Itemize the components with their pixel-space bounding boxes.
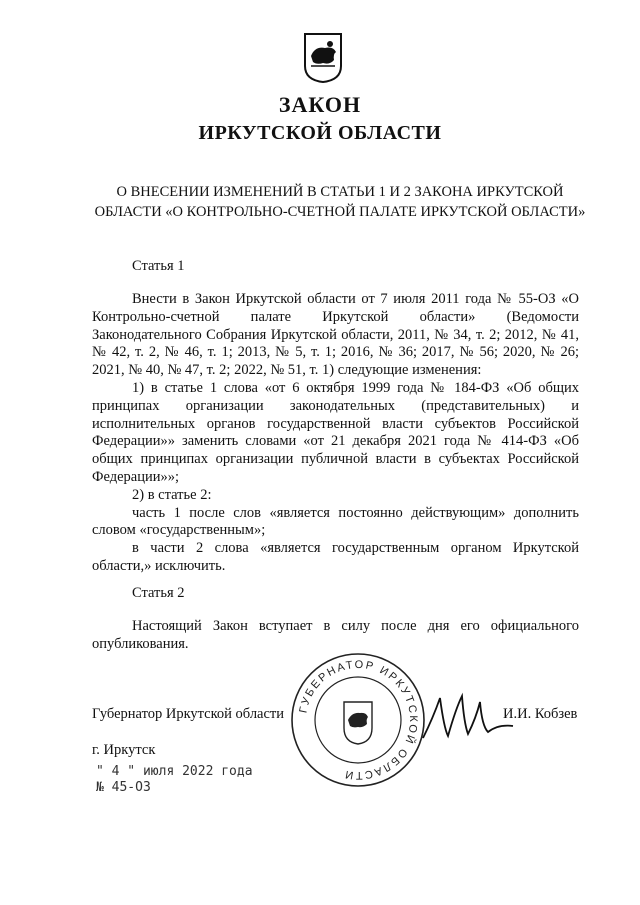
city-label: г. Иркутск [92, 742, 156, 758]
document-subtitle: О ВНЕСЕНИИ ИЗМЕНЕНИЙ В СТАТЬИ 1 И 2 ЗАКОНА ИРКУТСКОЙ ОБЛАСТИ «О КОНТРОЛЬНО-СЧЕТНОЙ ПАЛАТЕ ИРКУТСКОЙ ОБЛАСТИ» [94, 184, 586, 220]
article-2-paragraph: Настоящий Закон вступает в силу после дня его официального опубликования. [92, 618, 579, 652]
article-1-paragraph: 2) в статье 2: [132, 486, 212, 503]
article-1-paragraph: в части 2 слова «является государственным органом Иркутской области,» исключить. [92, 540, 579, 574]
coat-of-arms-icon [303, 32, 343, 84]
article-1-paragraph: Внести в Закон Иркутской области от 7 июля 2011 года № 55-ОЗ «О Контрольно-счетной палате Иркутской области» (Ведомости Законодательного Собрания Иркутской области, 2011, № 34, т. 2; 2012, № 41, № 42, т. 2, № 46, т. 1; 2013, № 5, т. 1; 2016, № 36; 2017, № 56; 2020, № 26; 2021, № 40, № 47, т. 2; 2022, № 51, т. 1) следующие изменения: [92, 291, 579, 379]
date-stamp: " 4 " июля 2022 года [96, 764, 253, 779]
article-2-heading: Статья 2 [132, 585, 185, 601]
article-1-body [92, 291, 579, 576]
governor-title: Губернатор Иркутской области [92, 706, 285, 722]
law-number: № 45-ОЗ [96, 780, 151, 795]
article-1-paragraph: часть 1 после слов «является постоянно действующим» дополнить словом «государственным»; [92, 504, 579, 539]
document-title: ЗАКОН [278, 92, 362, 117]
governor-name: И.И. Кобзев [503, 706, 578, 722]
article-2-body [92, 618, 579, 654]
official-seal [288, 650, 428, 790]
article-1-paragraph: 1) в статье 1 слова «от 6 октября 1999 года № 184-ФЗ «Об общих принципах организации законодательных (представительных) и исполнительных органов государственной власти субъектов Российской Федерации»» заменить словами «от 21 декабря 2021 года № 414-ФЗ «Об общих принципах организации публичной власти в субъектах Российской Федерации»»; [92, 379, 579, 485]
svg-text:ГУБЕРНАТОР ИРКУТСКОЙ ОБЛАСТИ: ГУБЕРНАТОР ИРКУТСКОЙ ОБЛАСТИ [297, 658, 420, 782]
document-region: ИРКУТСКОЙ ОБЛАСТИ [198, 122, 442, 144]
article-1-heading: Статья 1 [132, 258, 185, 274]
